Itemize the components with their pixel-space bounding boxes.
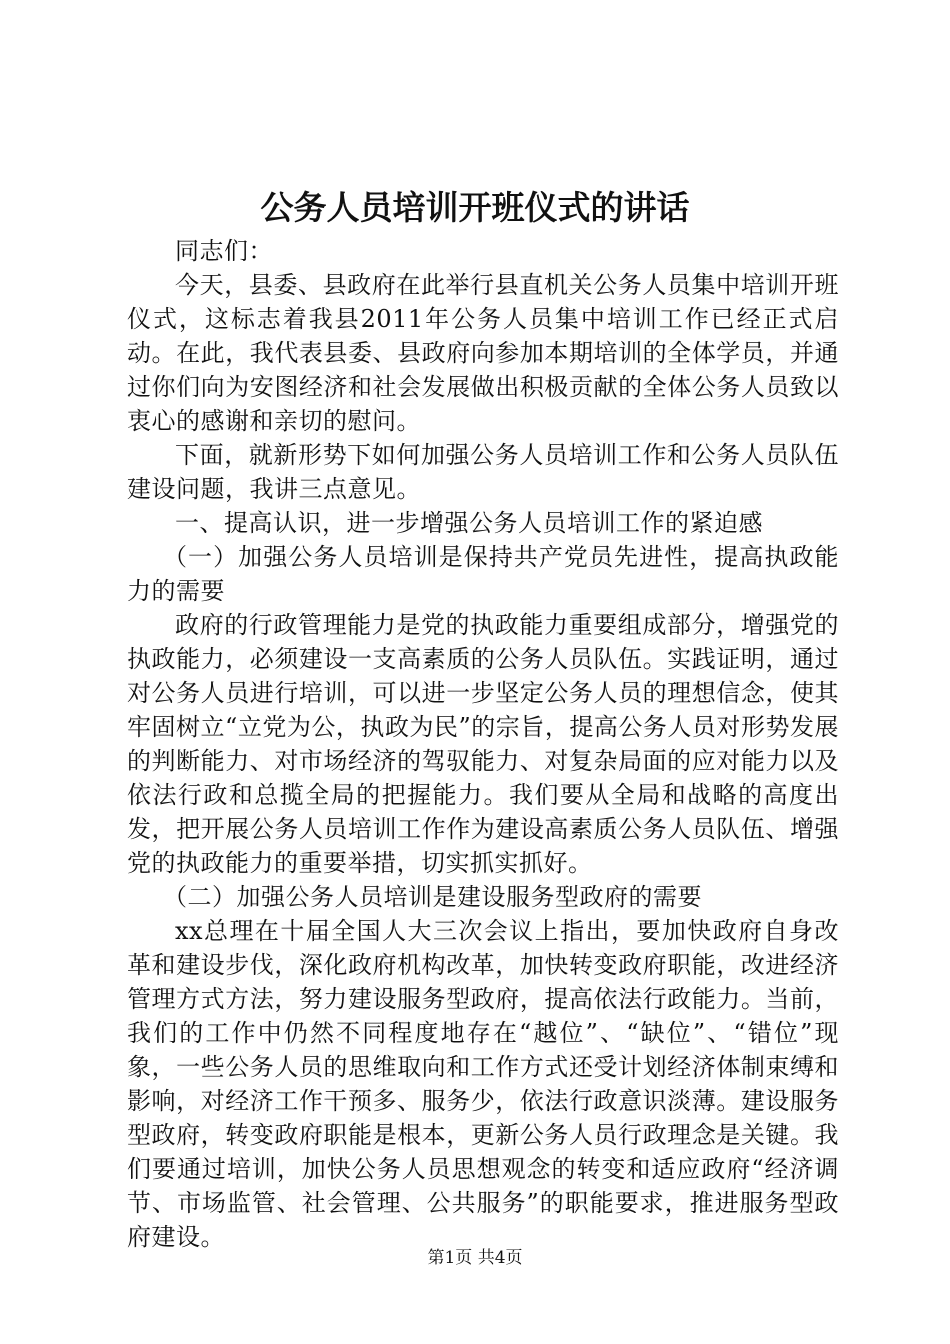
body-paragraph-1: 政府的行政管理能力是党的执政能力重要组成部分，增强党的执政能力，必须建设一支高素质的公务人员队伍。实践证明，通过对公务人员进行培训，可以进一步坚定公务人员的理想信念，使其牢固树立“立党为公，执政为民”的宗旨，提高公务人员对形势发展的判断能力、对市场经济的驾驭能力、对复杂局面的应对能力以及依法行政和总揽全局的把握能力。我们要从全局和战略的高度出发，把开展公务人员培训工作作为建设高素质公务人员队伍、增强党的执政能力的重要举措，切实抓实抓好。 <box>127 611 839 877</box>
subsection-heading-2: （二）加强公务人员培训是建设服务型政府的需要 <box>163 883 702 911</box>
page-number-footer: 第1页 共4页 <box>427 1248 523 1268</box>
intro-paragraph: 下面，就新形势下如何加强公务人员培训工作和公务人员队伍建设问题，我讲三点意见。 <box>127 441 839 503</box>
document-body <box>127 234 839 1254</box>
section-heading-1: 一、提高认识，进一步增强公务人员培训工作的紧迫感 <box>175 509 763 537</box>
opening-paragraph: 今天，县委、县政府在此举行县直机关公务人员集中培训开班仪式，这标志着我县2011年公务人员集中培训工作已经正式启动。在此，我代表县委、县政府向参加本期培训的全体学员，并通过你们向为安图经济和社会发展做出积极贡献的全体公务人员致以衷心的感谢和亲切的慰问。 <box>127 271 839 435</box>
subsection-heading-1: （一）加强公务人员培训是保持共产党员先进性，提高执政能力的需要 <box>127 543 839 605</box>
salutation-paragraph: 同志们： <box>175 237 273 265</box>
body-paragraph-2: xx总理在十届全国人大三次会议上指出，要加快政府自身改革和建设步伐，深化政府机构改革，加快转变政府职能，改进经济管理方式方法，努力建设服务型政府，提高依法行政能力。当前，我们的工作中仍然不同程度地存在“越位”、“缺位”、“错位”现象，一些公务人员的思维取向和工作方式还受计划经济体制束缚和影响，对经济工作干预多、服务少，依法行政意识淡薄。建设服务型政府，转变政府职能是根本，更新公务人员行政理念是关键。我们要通过培训，加快公务人员思想观念的转变和适应政府“经济调节、市场监管、社会管理、公共服务”的职能要求，推进服务型政府建设。 <box>127 917 839 1251</box>
document-title: 公务人员培训开班仪式的讲话 <box>260 188 690 227</box>
